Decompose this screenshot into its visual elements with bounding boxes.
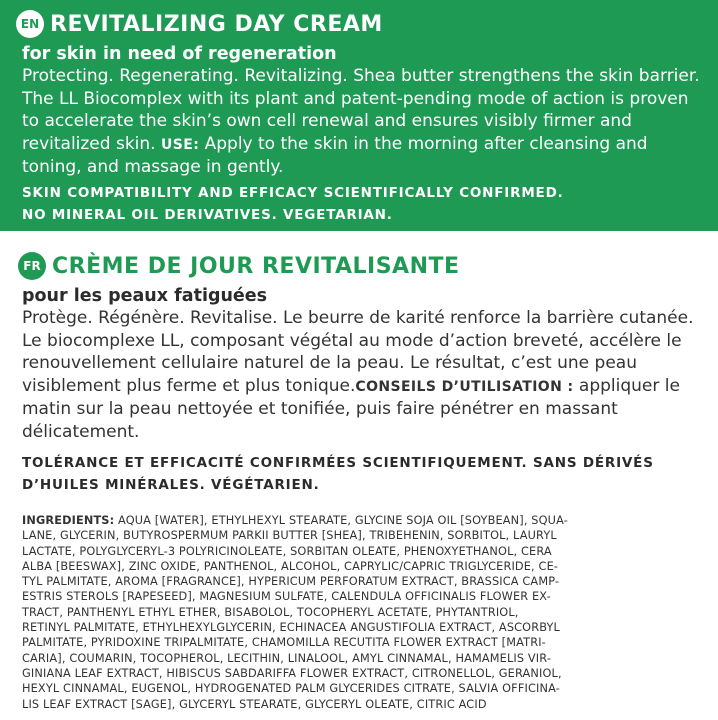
english-use-label: USE: [160,136,200,153]
english-title: REVITALIZING DAY CREAM [50,11,383,37]
english-section [0,0,718,231]
french-use-label: CONSEILS D’UTILISATION : [355,378,574,395]
english-heading-row [16,10,706,42]
french-claims-line-2: D’HUILES MINÉRALES. VÉGÉTARIEN. [22,476,320,493]
english-subtitle: for skin in need of regeneration [22,44,337,64]
ingredients-line: LANE, GLYCERIN, BUTYROSPERMUM PARKII BUTTER [SHEA], TRIBEHENIN, SORBITOL, LAURYL [22,529,557,543]
ingredients-list [22,513,622,712]
language-badge-fr: FR [18,252,46,280]
english-claims [22,182,706,226]
english-description: Protecting. Regenerating. Revitalizing. Shea butter strengthens the skin barrier. The LL Biocomplex with its plant and patent-pending mode of action is proven to accelerate the skin’s own cell renewal and ensures visibly firmer and revitalized skin. [22,66,700,154]
language-badge-en: EN [16,10,44,38]
english-claims-line-2: NO MINERAL OIL DERIVATIVES. VEGETARIAN. [22,206,393,223]
ingredients-line: GINIANA LEAF EXTRACT, HIBISCUS SABDARIFFA FLOWER EXTRACT, CITRONELLOL, GERANIOL, [22,666,562,680]
ingredients-line: CARIA], COUMARIN, TOCOPHEROL, LECITHIN, LINALOOL, AMYL CINNAMAL, HAMAMELIS VIR- [22,651,552,665]
ingredients-line: LIS LEAF EXTRACT [SAGE], GLYCERYL STEARATE, GLYCERYL OLEATE, CITRIC ACID [22,697,487,711]
english-description-block [22,65,706,179]
french-description: Protège. Régénère. Revitalise. Le beurre de karité renforce la barrière cutanée. Le biocomplexe LL, composant végétal au mode d’action breveté, accélère le renouvellement cellulaire naturel de la peau. Le résultat, c’est une peau visiblement plus ferme et plus tonique. [22,308,694,396]
french-subtitle: pour les peaux fatiguées [22,286,268,306]
french-use-text: appliquer le matin sur la peau nettoyée et tonifiée, puis faire pénétrer en massant délicatement. [22,375,680,442]
ingredients-line: HEXYL CINNAMAL, EUGENOL, HYDROGENATED PALM GLYCERIDES CITRATE, SALVIA OFFICINA- [22,682,560,696]
ingredients-line: ALBA [BEESWAX], ZINC OXIDE, PANTHENOL, ALCOHOL, CAPRYLIC/CAPRIC TRIGLYCERIDE, CE- [22,559,559,573]
french-section [0,252,718,496]
french-title: CRÈME DE JOUR REVITALISANTE [52,253,460,279]
ingredients-line: LACTATE, POLYGLYCERYL-3 POLYRICINOLEATE, SORBITAN OLEATE, PHENOXYETHANOL, CERA [22,544,552,558]
ingredients-line: TRACT, PANTHENYL ETHYL ETHER, BISABOLOL, TOCOPHERYL ACETATE, PHYTANTRIOL, [22,605,519,619]
ingredients-text: AQUA [WATER], ETHYLHEXYL STEARATE, GLYCINE SOJA OIL [SOYBEAN], SQUA- [118,514,568,527]
ingredients-label: INGREDIENTS: [22,514,115,527]
ingredients-line: TYL PALMITATE, AROMA [FRAGRANCE], HYPERICUM PERFORATUM EXTRACT, BRASSICA CAMP- [22,575,560,589]
french-claims [22,452,706,496]
french-description-block [22,307,706,444]
ingredients-line: RETINYL PALMITATE, ETHYLHEXYLGLYCERIN, ECHINACEA ANGUSTIFOLIA EXTRACT, ASCORBYL [22,621,560,635]
french-claims-line-1: TOLÉRANCE ET EFFICACITÉ CONFIRMÉES SCIENTIFIQUEMENT. SANS DÉRIVÉS [22,454,654,471]
french-heading-row [18,252,706,284]
ingredients-line: ESTRIS STEROLS [RAPESEED], MAGNESIUM SULFATE, CALENDULA OFFICINALIS FLOWER EX- [22,590,551,604]
english-use-text: Apply to the skin in the morning after cleansing and toning, and massage in gently. [22,133,648,177]
ingredients-line: PALMITATE, PYRIDOXINE TRIPALMITATE, CHAMOMILLA RECUTITA FLOWER EXTRACT [MATRI- [22,636,546,650]
ingredients-line [22,513,622,528]
english-claims-line-1: SKIN COMPATIBILITY AND EFFICACY SCIENTIFICALLY CONFIRMED. [22,184,564,201]
